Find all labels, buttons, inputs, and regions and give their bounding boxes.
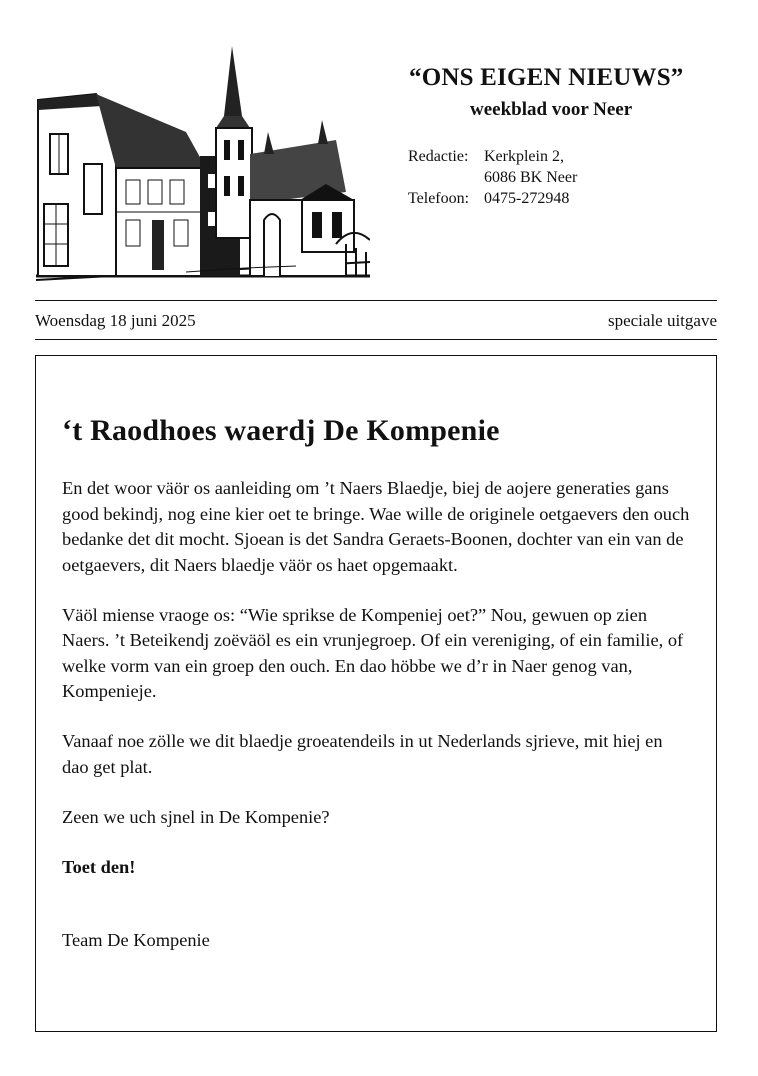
contact-info xyxy=(408,146,718,209)
article-closing: Toet den! xyxy=(62,856,136,877)
article-paragraph: En det woor väör os aanleiding om ’t Naers Blaedje, biej de aojere generaties gans good bekindj, nog eine kier oet te bringe. Wae wille de originele oetgaevers den ouch bedanke det dit mocht. Sjoean is det Sandra Geraets-Boonen, dochter van ein van de oetgaevers, dit Naers blaedje väör os haet opgemaakt. xyxy=(62,478,690,575)
redactie-label: Redactie: xyxy=(408,148,469,165)
dateline xyxy=(35,311,717,331)
village-church-illustration xyxy=(36,44,370,284)
redactie-row xyxy=(408,146,718,167)
top-rule xyxy=(35,300,717,301)
article-signature: Team De Kompenie xyxy=(62,930,210,950)
address-row xyxy=(408,167,718,188)
telefoon-label: Telefoon: xyxy=(408,190,470,207)
article-title: ‘t Raodhoes waerdj De Kompenie xyxy=(62,414,500,447)
article-body xyxy=(36,356,716,954)
issue-date: Woensdag 18 juni 2025 xyxy=(35,311,196,330)
article-paragraph: Vanaaf noe zölle we dit blaedje groeatendeils in ut Nederlands sjrieve, mit hiej en dao get plat. xyxy=(62,731,663,777)
telefoon-number: 0475-272948 xyxy=(484,190,570,207)
masthead xyxy=(408,64,718,209)
newspaper-subtitle: weekblad voor Neer xyxy=(470,99,633,120)
article-paragraph: Väöl miense vraoge os: “Wie sprikse de Kompeniej oet?” Nou, gewuen op zien Naers. ’t Beteikendj zoëväöl es ein vrunjegroep. Of ein vereniging, of ein familie, of welke vorm van ein groep den ouch. En dao höbbe we d’r in Naer genog van, Kompenieje. xyxy=(62,604,684,701)
address-line-2: 6086 BK Neer xyxy=(484,169,578,186)
newspaper-title: “ONS EIGEN NIEUWS” xyxy=(409,64,684,91)
village-church-sketch-icon xyxy=(36,44,370,284)
edition-label: speciale uitgave xyxy=(607,311,717,330)
bottom-rule xyxy=(35,339,717,340)
article-box xyxy=(35,355,717,1032)
address-line-1: Kerkplein 2, xyxy=(484,148,564,165)
article-paragraph: Zeen we uch sjnel in De Kompenie? xyxy=(62,806,330,827)
telefoon-row xyxy=(408,188,718,209)
